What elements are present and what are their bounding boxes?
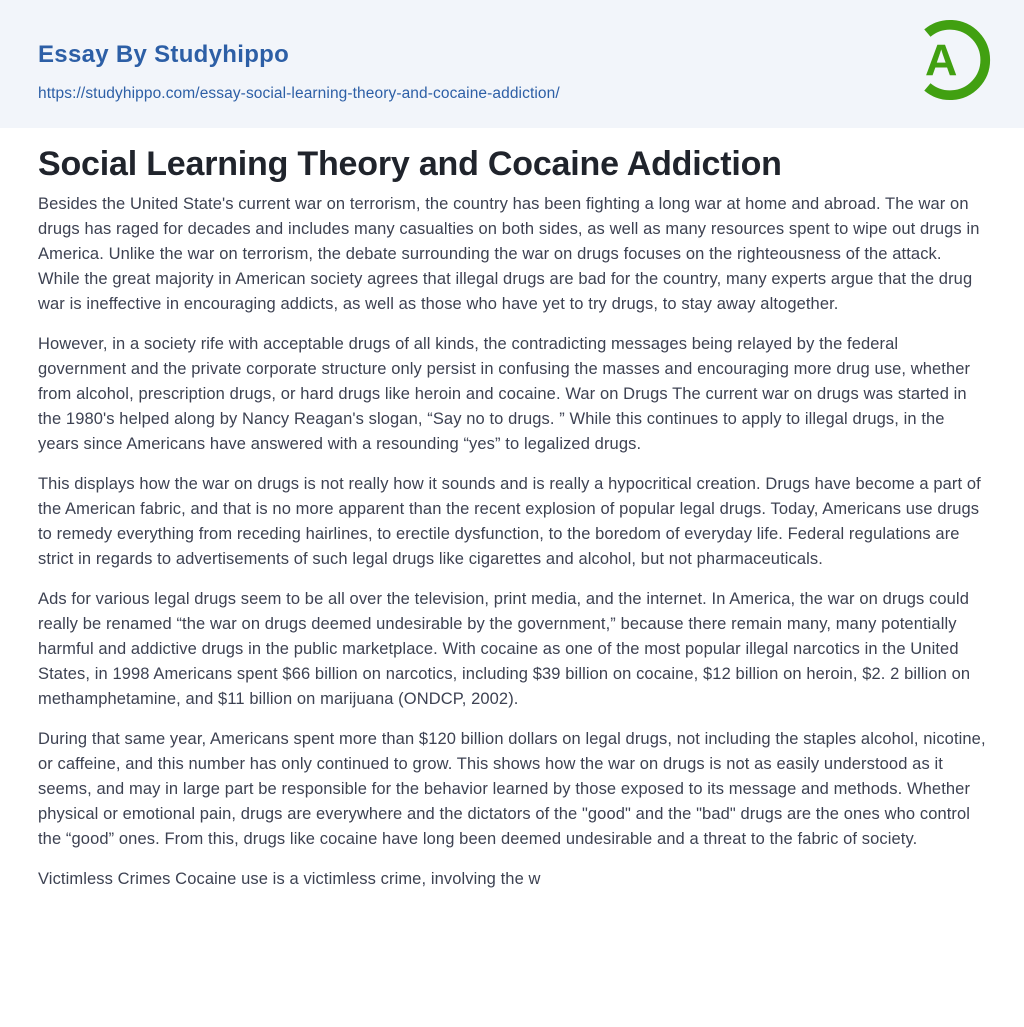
page-header	[0, 0, 1024, 128]
page-url-link[interactable]: https://studyhippo.com/essay-social-learning-theory-and-cocaine-addiction/	[38, 85, 560, 103]
essay-paragraph-1: Besides the United State's current war on terrorism, the country has been fighting a long war at home and abroad. The war on drugs has raged for decades and includes many casualties on both sides, as well as many resources spent to wipe out drugs in America. Unlike the war on terrorism, the debate surrounding the war on drugs focuses on the righteousness of the attack. While the great majority in American society agrees that illegal drugs are bad for the country, many experts argue that the drug war is ineffective in encouraging addicts, as well as those who have yet to try drugs, to stay away altogether.	[38, 195, 980, 314]
essay-paragraph-2: However, in a society rife with acceptable drugs of all kinds, the contradicting messages being relayed by the federal government and the private corporate structure only persist in confusing the masses and encouraging more drug use, whether from alcohol, prescription drugs, or hard drugs like heroin and cocaine. War on Drugs The current war on drugs was started in the 1980's helped along by Nancy Reagan's slogan, “Say no to drugs. ” While this continues to apply to illegal drugs, in the years since Americans have answered with a resounding “yes” to legalized drugs.	[38, 335, 971, 454]
essay-paragraph-6: Victimless Crimes Cocaine use is a victimless crime, involving the w	[38, 870, 541, 889]
logo-letter: A	[924, 34, 958, 86]
studyhippo-logo-icon	[906, 15, 994, 105]
essay-title: Social Learning Theory and Cocaine Addiction	[38, 145, 782, 183]
essay-paragraph-5: During that same year, Americans spent more than $120 billion dollars on legal drugs, not including the staples alcohol, nicotine, or caffeine, and this number has only continued to grow. This shows how the war on drugs is not as easily understood as it seems, and may in large part be responsible for the behavior learned by those exposed to its message and methods. Whether physical or emotional pain, drugs are everywhere and the dictators of the "good" and the "bad" drugs are the ones who control the “good” ones. From this, drugs like cocaine have long been deemed undesirable and a threat to the fabric of society.	[38, 730, 986, 849]
header-text-block	[38, 0, 560, 103]
essay-paragraph-4: Ads for various legal drugs seem to be all over the television, print media, and the internet. In America, the war on drugs could really be renamed “the war on drugs deemed undesirable by the government,” because there remain many, many potentially harmful and addictive drugs in the public marketplace. With cocaine as one of the most popular illegal narcotics in the United States, in 1998 Americans spent $66 billion on narcotics, including $39 billion on cocaine, $12 billion on heroin, $2. 2 billion on methamphetamine, and $11 billion on marijuana (ONDCP, 2002).	[38, 590, 971, 709]
site-title: Essay By Studyhippo	[38, 41, 290, 68]
essay-paragraph-3: This displays how the war on drugs is not really how it sounds and is really a hypocritical creation. Drugs have become a part of the American fabric, and that is no more apparent than the recent explosion of popular legal drugs. Today, Americans use drugs to remedy everything from receding hairlines, to erectile dysfunction, to the boredom of everyday life. Federal regulations are strict in regards to advertisements of such legal drugs like cigarettes and alcohol, but not pharmaceuticals.	[38, 475, 981, 569]
essay-article	[0, 144, 1024, 892]
